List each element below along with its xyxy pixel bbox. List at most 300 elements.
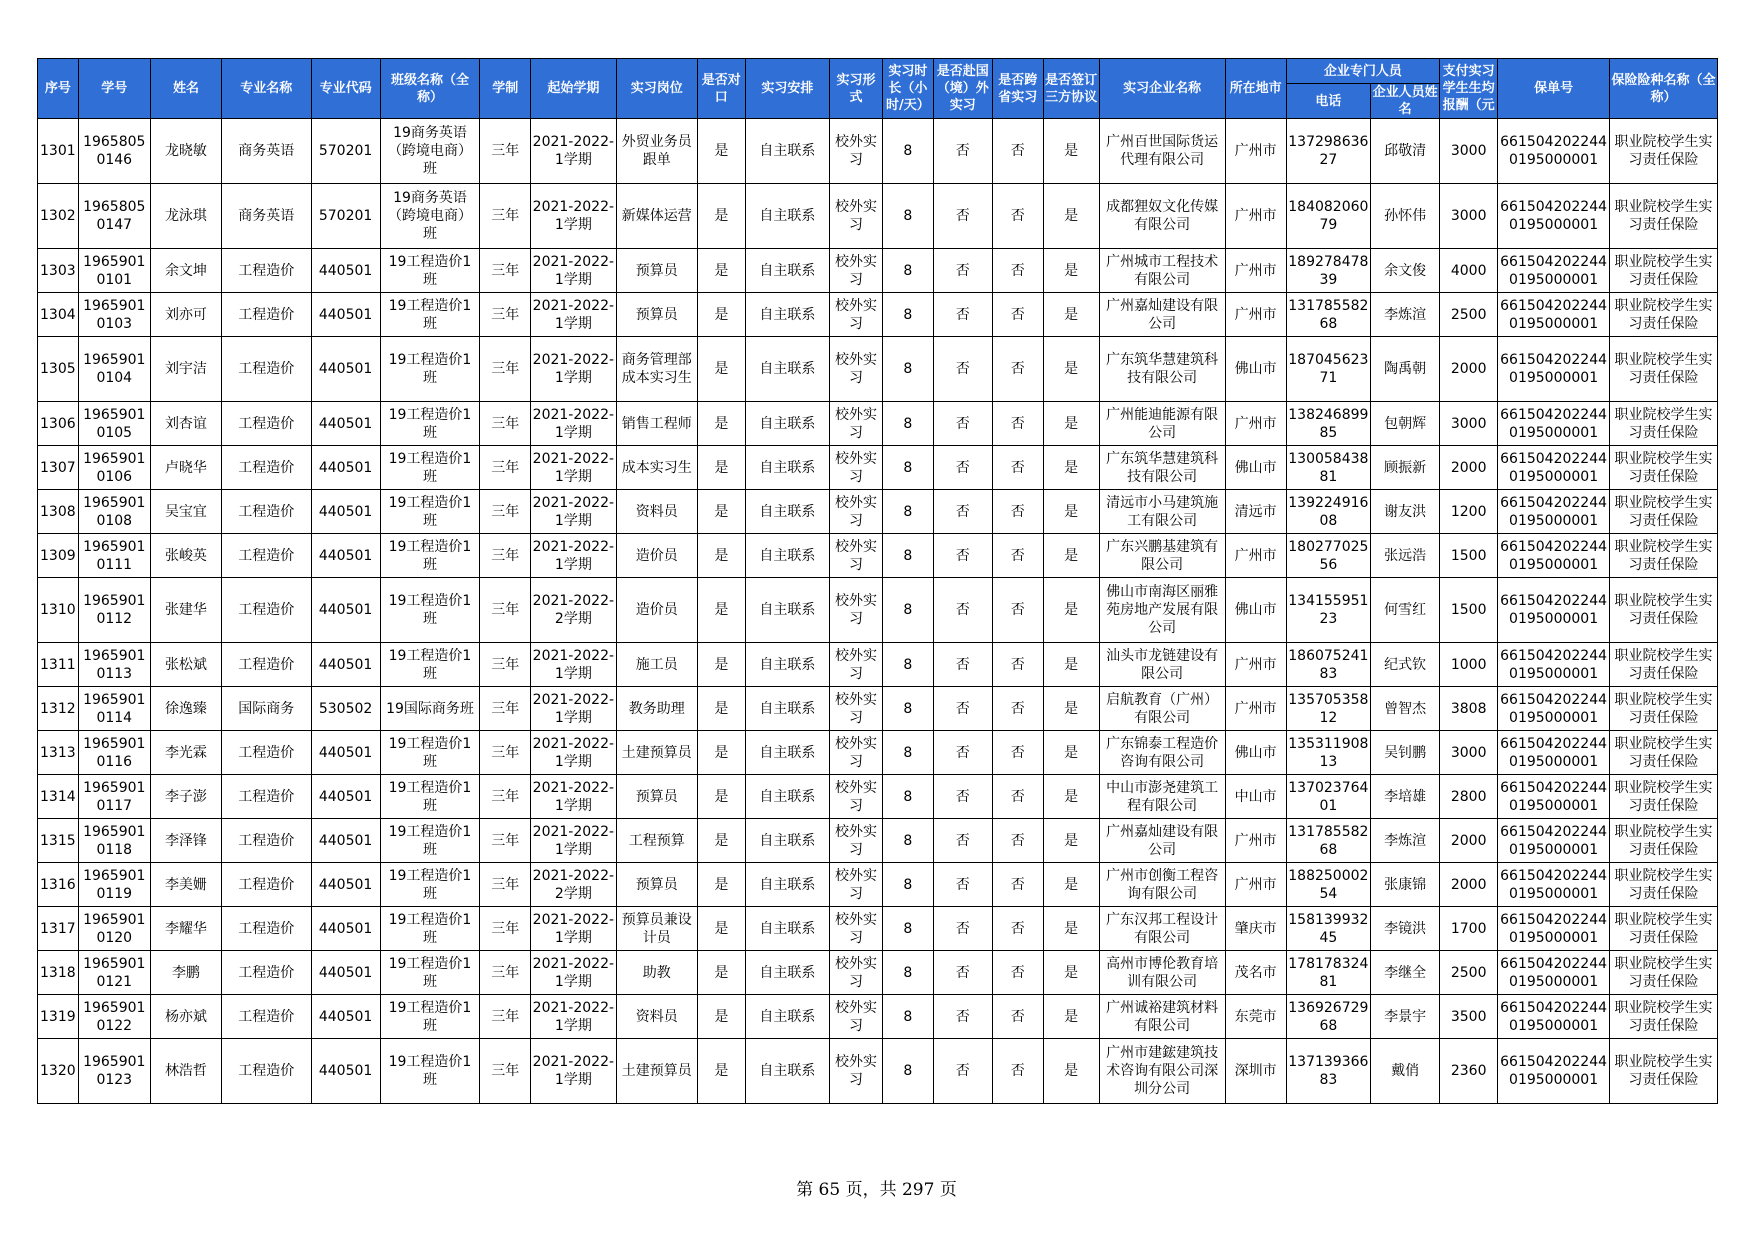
cell-student-id-text: 19659010106 (83, 450, 146, 485)
cell-city-text: 佛山市 (1234, 602, 1277, 618)
cell-policy-no-text: 6615042022440195000001 (1500, 999, 1608, 1034)
cell-position-text: 销售工程师 (621, 415, 692, 432)
cell-matched-text: 是 (714, 788, 729, 805)
cell-major-code-text: 440501 (318, 1063, 373, 1079)
cell-matched (697, 775, 745, 819)
cell-company-text: 广东锦泰工程造价咨询有限公司 (1106, 735, 1219, 770)
cell-hours (882, 402, 933, 446)
cell-abroad (933, 819, 992, 863)
cell-major-text: 国际商务 (238, 700, 295, 717)
cell-staff-name-text: 李培雄 (1384, 788, 1427, 805)
cell-form-text: 校外实习 (835, 999, 878, 1034)
cell-student-id-text: 19659010117 (83, 779, 146, 814)
cell-insurance-text: 职业院校学生实习责任保险 (1614, 134, 1713, 168)
cell-position-text: 预算员 (635, 306, 678, 323)
cell-staff-phone-text: 18607524183 (1288, 647, 1369, 682)
cell-duration (480, 687, 531, 731)
cell-form-text: 校外实习 (835, 779, 878, 814)
cell-hours (882, 995, 933, 1039)
cell-staff-phone-text: 17817832481 (1288, 955, 1369, 990)
header-city: 所在地市 (1225, 59, 1286, 119)
cell-city (1225, 819, 1286, 863)
cell-matched-text: 是 (714, 459, 729, 476)
cell-insurance-text: 职业院校学生实习责任保险 (1614, 647, 1713, 682)
cell-staff-phone (1286, 337, 1370, 402)
cell-abroad-text: 否 (955, 547, 970, 564)
cell-major-code-text: 440501 (318, 306, 373, 323)
cell-cross-province (992, 293, 1043, 337)
cell-major-code (311, 293, 380, 337)
cell-city (1225, 490, 1286, 534)
cell-class-name-text: 19工程造价1班 (388, 911, 472, 946)
cell-staff-phone-text: 13178558268 (1288, 823, 1369, 858)
cell-major-code (311, 775, 380, 819)
cell-major-code (311, 490, 380, 534)
cell-city-text: 广州市 (1234, 832, 1277, 849)
cell-form-text: 校外实习 (835, 538, 878, 573)
header-policy-no: 保单号 (1498, 59, 1610, 119)
cell-student-id (78, 337, 150, 402)
cell-pay (1440, 490, 1498, 534)
cell-abroad (933, 293, 992, 337)
cell-tripartite (1043, 337, 1099, 402)
cell-duration-text: 三年 (491, 547, 520, 564)
cell-insurance-text: 职业院校学生实习责任保险 (1614, 593, 1713, 627)
table-row (38, 119, 1718, 184)
cell-city-text: 佛山市 (1234, 459, 1277, 476)
cell-duration (480, 863, 531, 907)
cell-class-name-text: 19工程造价1班 (388, 352, 472, 386)
cell-position-text: 预算员兼设计员 (621, 911, 692, 946)
cell-duration-text: 三年 (491, 832, 520, 849)
cell-abroad-text: 否 (955, 700, 970, 717)
cell-staff-name-text: 李炼渲 (1384, 832, 1427, 849)
cell-cross-province-text: 否 (1010, 832, 1025, 849)
cell-class-name-text: 19商务英语（跨境电商）班 (387, 190, 472, 242)
cell-hours-text: 8 (903, 744, 913, 761)
cell-staff-phone-text: 13713936683 (1288, 1054, 1369, 1088)
cell-class-name-text: 19工程造价1班 (388, 253, 472, 288)
cell-cross-province-text: 否 (1010, 788, 1025, 805)
cell-tripartite (1043, 184, 1099, 249)
header-major-code: 专业代码 (311, 59, 380, 119)
cell-position (616, 819, 697, 863)
cell-abroad-text: 否 (955, 415, 970, 432)
cell-pay (1440, 863, 1498, 907)
cell-hours-text: 8 (903, 415, 913, 432)
cell-seq (38, 819, 79, 863)
cell-duration-text: 三年 (491, 1063, 520, 1079)
cell-seq (38, 534, 79, 578)
cell-cross-province (992, 995, 1043, 1039)
cell-seq-text: 1315 (40, 832, 76, 849)
cell-tripartite-text: 是 (1064, 306, 1079, 323)
cell-seq (38, 293, 79, 337)
cell-position (616, 863, 697, 907)
cell-pay-text: 4000 (1450, 262, 1487, 279)
cell-name (150, 446, 221, 490)
cell-position-text: 工程预算 (628, 832, 685, 849)
cell-insurance-text: 职业院校学生实习责任保险 (1614, 735, 1713, 770)
cell-student-id-text: 19659010111 (83, 538, 146, 573)
cell-major (222, 907, 311, 951)
cell-arrangement (745, 775, 829, 819)
cell-policy-no-text: 6615042022440195000001 (1500, 593, 1608, 627)
cell-pay (1440, 907, 1498, 951)
cell-policy-no (1498, 1039, 1610, 1104)
cell-duration-text: 三年 (491, 700, 520, 717)
cell-cross-province (992, 951, 1043, 995)
cell-abroad-text: 否 (955, 1063, 970, 1079)
cell-duration-text: 三年 (491, 1008, 520, 1025)
cell-staff-name-text: 何雪红 (1384, 602, 1427, 618)
cell-tripartite-text: 是 (1064, 262, 1079, 279)
cell-start-term (531, 534, 616, 578)
cell-form-text: 校外实习 (835, 735, 878, 770)
cell-staff-phone-text: 13005843881 (1288, 450, 1369, 485)
cell-major (222, 119, 311, 184)
cell-staff-name (1371, 119, 1440, 184)
cell-position (616, 293, 697, 337)
cell-class-name-text: 19工程造价1班 (388, 823, 472, 858)
cell-hours (882, 337, 933, 402)
cell-abroad (933, 249, 992, 293)
cell-student-id (78, 775, 150, 819)
cell-name (150, 337, 221, 402)
cell-pay (1440, 1039, 1498, 1104)
cell-form (830, 951, 883, 995)
table-row (38, 951, 1718, 995)
cell-staff-phone-text: 18704562371 (1288, 352, 1369, 386)
cell-tripartite-text: 是 (1064, 788, 1079, 805)
cell-seq-text: 1311 (40, 656, 76, 673)
cell-duration (480, 293, 531, 337)
cell-insurance (1610, 184, 1718, 249)
cell-staff-name-text: 李继全 (1384, 964, 1427, 981)
cell-start-term (531, 249, 616, 293)
cell-matched (697, 293, 745, 337)
cell-abroad (933, 731, 992, 775)
cell-class-name (380, 534, 480, 578)
cell-tripartite (1043, 907, 1099, 951)
cell-seq (38, 907, 79, 951)
cell-major-code-text: 440501 (318, 876, 373, 893)
cell-position-text: 造价员 (635, 602, 678, 618)
cell-company-text: 广州嘉灿建设有限公司 (1106, 297, 1219, 332)
cell-cross-province (992, 119, 1043, 184)
cell-start-term-text: 2021-2022-1学期 (532, 494, 615, 529)
cell-arrangement (745, 490, 829, 534)
cell-tripartite-text: 是 (1064, 1063, 1079, 1079)
cell-class-name-text: 19工程造价1班 (388, 593, 472, 627)
cell-tripartite (1043, 819, 1099, 863)
cell-major-code (311, 184, 380, 249)
cell-student-id (78, 446, 150, 490)
cell-major-code (311, 951, 380, 995)
cell-cross-province-text: 否 (1010, 656, 1025, 673)
cell-arrangement-text: 自主联系 (759, 262, 816, 279)
cell-student-id (78, 731, 150, 775)
cell-policy-no-text: 6615042022440195000001 (1500, 911, 1608, 946)
cell-major-code-text: 440501 (318, 262, 373, 279)
cell-staff-name-text: 包朝辉 (1384, 415, 1427, 432)
cell-start-term-text: 2021-2022-1学期 (532, 450, 615, 485)
cell-position (616, 446, 697, 490)
cell-insurance-text: 职业院校学生实习责任保险 (1614, 450, 1713, 485)
cell-position (616, 184, 697, 249)
cell-seq (38, 687, 79, 731)
cell-cross-province (992, 184, 1043, 249)
cell-name-text: 刘杏谊 (164, 415, 207, 432)
cell-city (1225, 995, 1286, 1039)
cell-staff-name-text: 顾振新 (1384, 459, 1427, 476)
cell-matched-text: 是 (714, 262, 729, 279)
cell-hours (882, 184, 933, 249)
cell-policy-no (1498, 119, 1610, 184)
cell-abroad-text: 否 (955, 656, 970, 673)
header-class-name: 班级名称（全称） (380, 59, 480, 119)
cell-cross-province (992, 1039, 1043, 1104)
cell-student-id (78, 687, 150, 731)
cell-class-name (380, 643, 480, 687)
cell-pay-text: 2000 (1450, 876, 1487, 893)
cell-form (830, 446, 883, 490)
cell-policy-no-text: 6615042022440195000001 (1500, 955, 1608, 990)
cell-cross-province-text: 否 (1010, 143, 1025, 159)
cell-major-code (311, 687, 380, 731)
cell-insurance-text: 职业院校学生实习责任保险 (1614, 297, 1713, 332)
cell-hours-text: 8 (903, 876, 913, 893)
cell-arrangement-text: 自主联系 (759, 832, 816, 849)
cell-hours-text: 8 (903, 832, 913, 849)
cell-student-id-text: 19658050147 (83, 199, 146, 233)
cell-student-id (78, 907, 150, 951)
cell-matched (697, 446, 745, 490)
cell-seq (38, 1039, 79, 1104)
cell-major-text: 工程造价 (238, 876, 295, 893)
cell-staff-name (1371, 534, 1440, 578)
cell-student-id-text: 19659010120 (83, 911, 146, 946)
cell-duration (480, 119, 531, 184)
cell-tripartite-text: 是 (1064, 547, 1079, 564)
cell-arrangement-text: 自主联系 (759, 459, 816, 476)
cell-major-code (311, 863, 380, 907)
cell-seq (38, 731, 79, 775)
cell-pay (1440, 687, 1498, 731)
cell-major-text: 工程造价 (238, 262, 295, 279)
cell-major-text: 工程造价 (238, 788, 295, 805)
cell-seq-text: 1306 (40, 415, 76, 432)
cell-start-term-text: 2021-2022-1学期 (532, 647, 615, 682)
cell-arrangement (745, 995, 829, 1039)
cell-name (150, 687, 221, 731)
cell-staff-name-text: 李景宇 (1384, 1008, 1427, 1025)
cell-name (150, 819, 221, 863)
cell-insurance (1610, 643, 1718, 687)
cell-start-term-text: 2021-2022-1学期 (532, 691, 615, 726)
cell-abroad-text: 否 (955, 602, 970, 618)
cell-city (1225, 1039, 1286, 1104)
cell-arrangement (745, 119, 829, 184)
cell-major (222, 534, 311, 578)
cell-major-code (311, 534, 380, 578)
header-company: 实习企业名称 (1099, 59, 1225, 119)
cell-staff-phone (1286, 819, 1370, 863)
cell-position-text: 土建预算员 (621, 744, 692, 761)
cell-staff-phone-text: 13692672968 (1288, 999, 1369, 1034)
cell-policy-no-text: 6615042022440195000001 (1500, 735, 1608, 770)
cell-major-code-text: 440501 (318, 788, 373, 805)
cell-insurance (1610, 951, 1718, 995)
cell-major (222, 249, 311, 293)
cell-major (222, 578, 311, 643)
cell-abroad-text: 否 (955, 832, 970, 849)
cell-position-text: 土建预算员 (621, 1063, 692, 1079)
cell-pay (1440, 819, 1498, 863)
cell-city-text: 茂名市 (1234, 964, 1277, 981)
cell-matched (697, 119, 745, 184)
cell-seq-text: 1312 (40, 700, 76, 717)
cell-pay (1440, 643, 1498, 687)
cell-start-term-text: 2021-2022-1学期 (532, 406, 615, 441)
cell-position-text: 预算员 (635, 262, 678, 279)
cell-cross-province (992, 863, 1043, 907)
cell-arrangement (745, 184, 829, 249)
cell-hours (882, 293, 933, 337)
cell-duration-text: 三年 (491, 459, 520, 476)
table-row (38, 490, 1718, 534)
cell-major (222, 995, 311, 1039)
cell-pay-text: 1500 (1450, 547, 1487, 564)
cell-pay (1440, 249, 1498, 293)
cell-student-id (78, 578, 150, 643)
cell-hours-text: 8 (903, 361, 913, 377)
cell-major (222, 184, 311, 249)
cell-class-name (380, 863, 480, 907)
cell-class-name-text: 19工程造价1班 (388, 867, 472, 902)
cell-seq (38, 995, 79, 1039)
table-row (38, 775, 1718, 819)
cell-start-term (531, 907, 616, 951)
cell-staff-name (1371, 731, 1440, 775)
cell-student-id (78, 534, 150, 578)
cell-duration (480, 446, 531, 490)
cell-duration-text: 三年 (491, 503, 520, 520)
cell-abroad-text: 否 (955, 143, 970, 159)
cell-start-term (531, 119, 616, 184)
cell-start-term-text: 2021-2022-1学期 (532, 779, 615, 814)
cell-class-name-text: 19工程造价1班 (388, 538, 472, 573)
cell-form-text: 校外实习 (835, 199, 878, 233)
cell-form-text: 校外实习 (835, 134, 878, 168)
cell-staff-name (1371, 490, 1440, 534)
cell-seq-text: 1305 (40, 361, 76, 377)
cell-form-text: 校外实习 (835, 297, 878, 332)
cell-seq (38, 119, 79, 184)
cell-name-text: 龙晓敏 (164, 143, 207, 159)
cell-name-text: 李光霖 (164, 744, 207, 761)
cell-matched-text: 是 (714, 503, 729, 520)
cell-position-text: 商务管理部成本实习生 (621, 352, 692, 386)
table-row (38, 819, 1718, 863)
cell-position (616, 402, 697, 446)
cell-staff-phone (1286, 643, 1370, 687)
cell-student-id-text: 19659010105 (83, 406, 146, 441)
cell-insurance (1610, 337, 1718, 402)
cell-company-text: 广州嘉灿建设有限公司 (1106, 823, 1219, 858)
cell-matched-text: 是 (714, 920, 729, 937)
cell-policy-no-text: 6615042022440195000001 (1500, 297, 1608, 332)
header-matched: 是否对口 (697, 59, 745, 119)
cell-start-term (531, 184, 616, 249)
cell-insurance-text: 职业院校学生实习责任保险 (1614, 538, 1713, 573)
cell-position (616, 119, 697, 184)
cell-tripartite-text: 是 (1064, 964, 1079, 981)
cell-class-name-text: 19工程造价1班 (388, 297, 472, 332)
cell-company-text: 佛山市南海区丽雅苑房地产发展有限公司 (1106, 584, 1219, 636)
cell-student-id-text: 19659010103 (83, 297, 146, 332)
cell-staff-phone (1286, 578, 1370, 643)
cell-cross-province-text: 否 (1010, 547, 1025, 564)
cell-position (616, 249, 697, 293)
cell-city-text: 佛山市 (1234, 361, 1277, 377)
cell-policy-no (1498, 534, 1610, 578)
cell-name (150, 293, 221, 337)
cell-major-code-text: 440501 (318, 503, 373, 520)
header-staff-group: 企业专门人员 (1286, 59, 1440, 84)
cell-hours (882, 951, 933, 995)
cell-abroad (933, 995, 992, 1039)
cell-company-text: 清远市小马建筑施工有限公司 (1106, 494, 1219, 529)
table-row (38, 995, 1718, 1039)
cell-arrangement (745, 578, 829, 643)
cell-tripartite-text: 是 (1064, 459, 1079, 476)
cell-matched (697, 863, 745, 907)
cell-seq-text: 1313 (40, 744, 76, 761)
cell-cross-province-text: 否 (1010, 602, 1025, 618)
cell-arrangement (745, 1039, 829, 1104)
cell-major-code (311, 446, 380, 490)
cell-name (150, 119, 221, 184)
cell-position (616, 578, 697, 643)
cell-form-text: 校外实习 (835, 450, 878, 485)
cell-insurance (1610, 402, 1718, 446)
cell-tripartite-text: 是 (1064, 832, 1079, 849)
cell-form (830, 534, 883, 578)
cell-abroad-text: 否 (955, 208, 970, 224)
cell-cross-province-text: 否 (1010, 964, 1025, 981)
cell-duration (480, 578, 531, 643)
page-number: 第 65 页，共 297 页 (796, 1180, 957, 1200)
table-row (38, 293, 1718, 337)
cell-student-id (78, 402, 150, 446)
cell-hours (882, 446, 933, 490)
cell-hours-text: 8 (903, 964, 913, 981)
cell-duration-text: 三年 (491, 262, 520, 279)
header-position: 实习岗位 (616, 59, 697, 119)
cell-company (1099, 534, 1225, 578)
cell-class-name (380, 184, 480, 249)
cell-staff-name-text: 纪式钦 (1384, 656, 1427, 673)
cell-city (1225, 402, 1286, 446)
cell-insurance (1610, 775, 1718, 819)
header-abroad: 是否赴国（境）外实习 (933, 59, 992, 119)
cell-form (830, 402, 883, 446)
header-insurance: 保险险种名称（全称） (1610, 59, 1718, 119)
cell-seq-text: 1309 (40, 547, 76, 564)
cell-pay-text: 1500 (1450, 602, 1487, 618)
cell-arrangement-text: 自主联系 (759, 208, 816, 224)
